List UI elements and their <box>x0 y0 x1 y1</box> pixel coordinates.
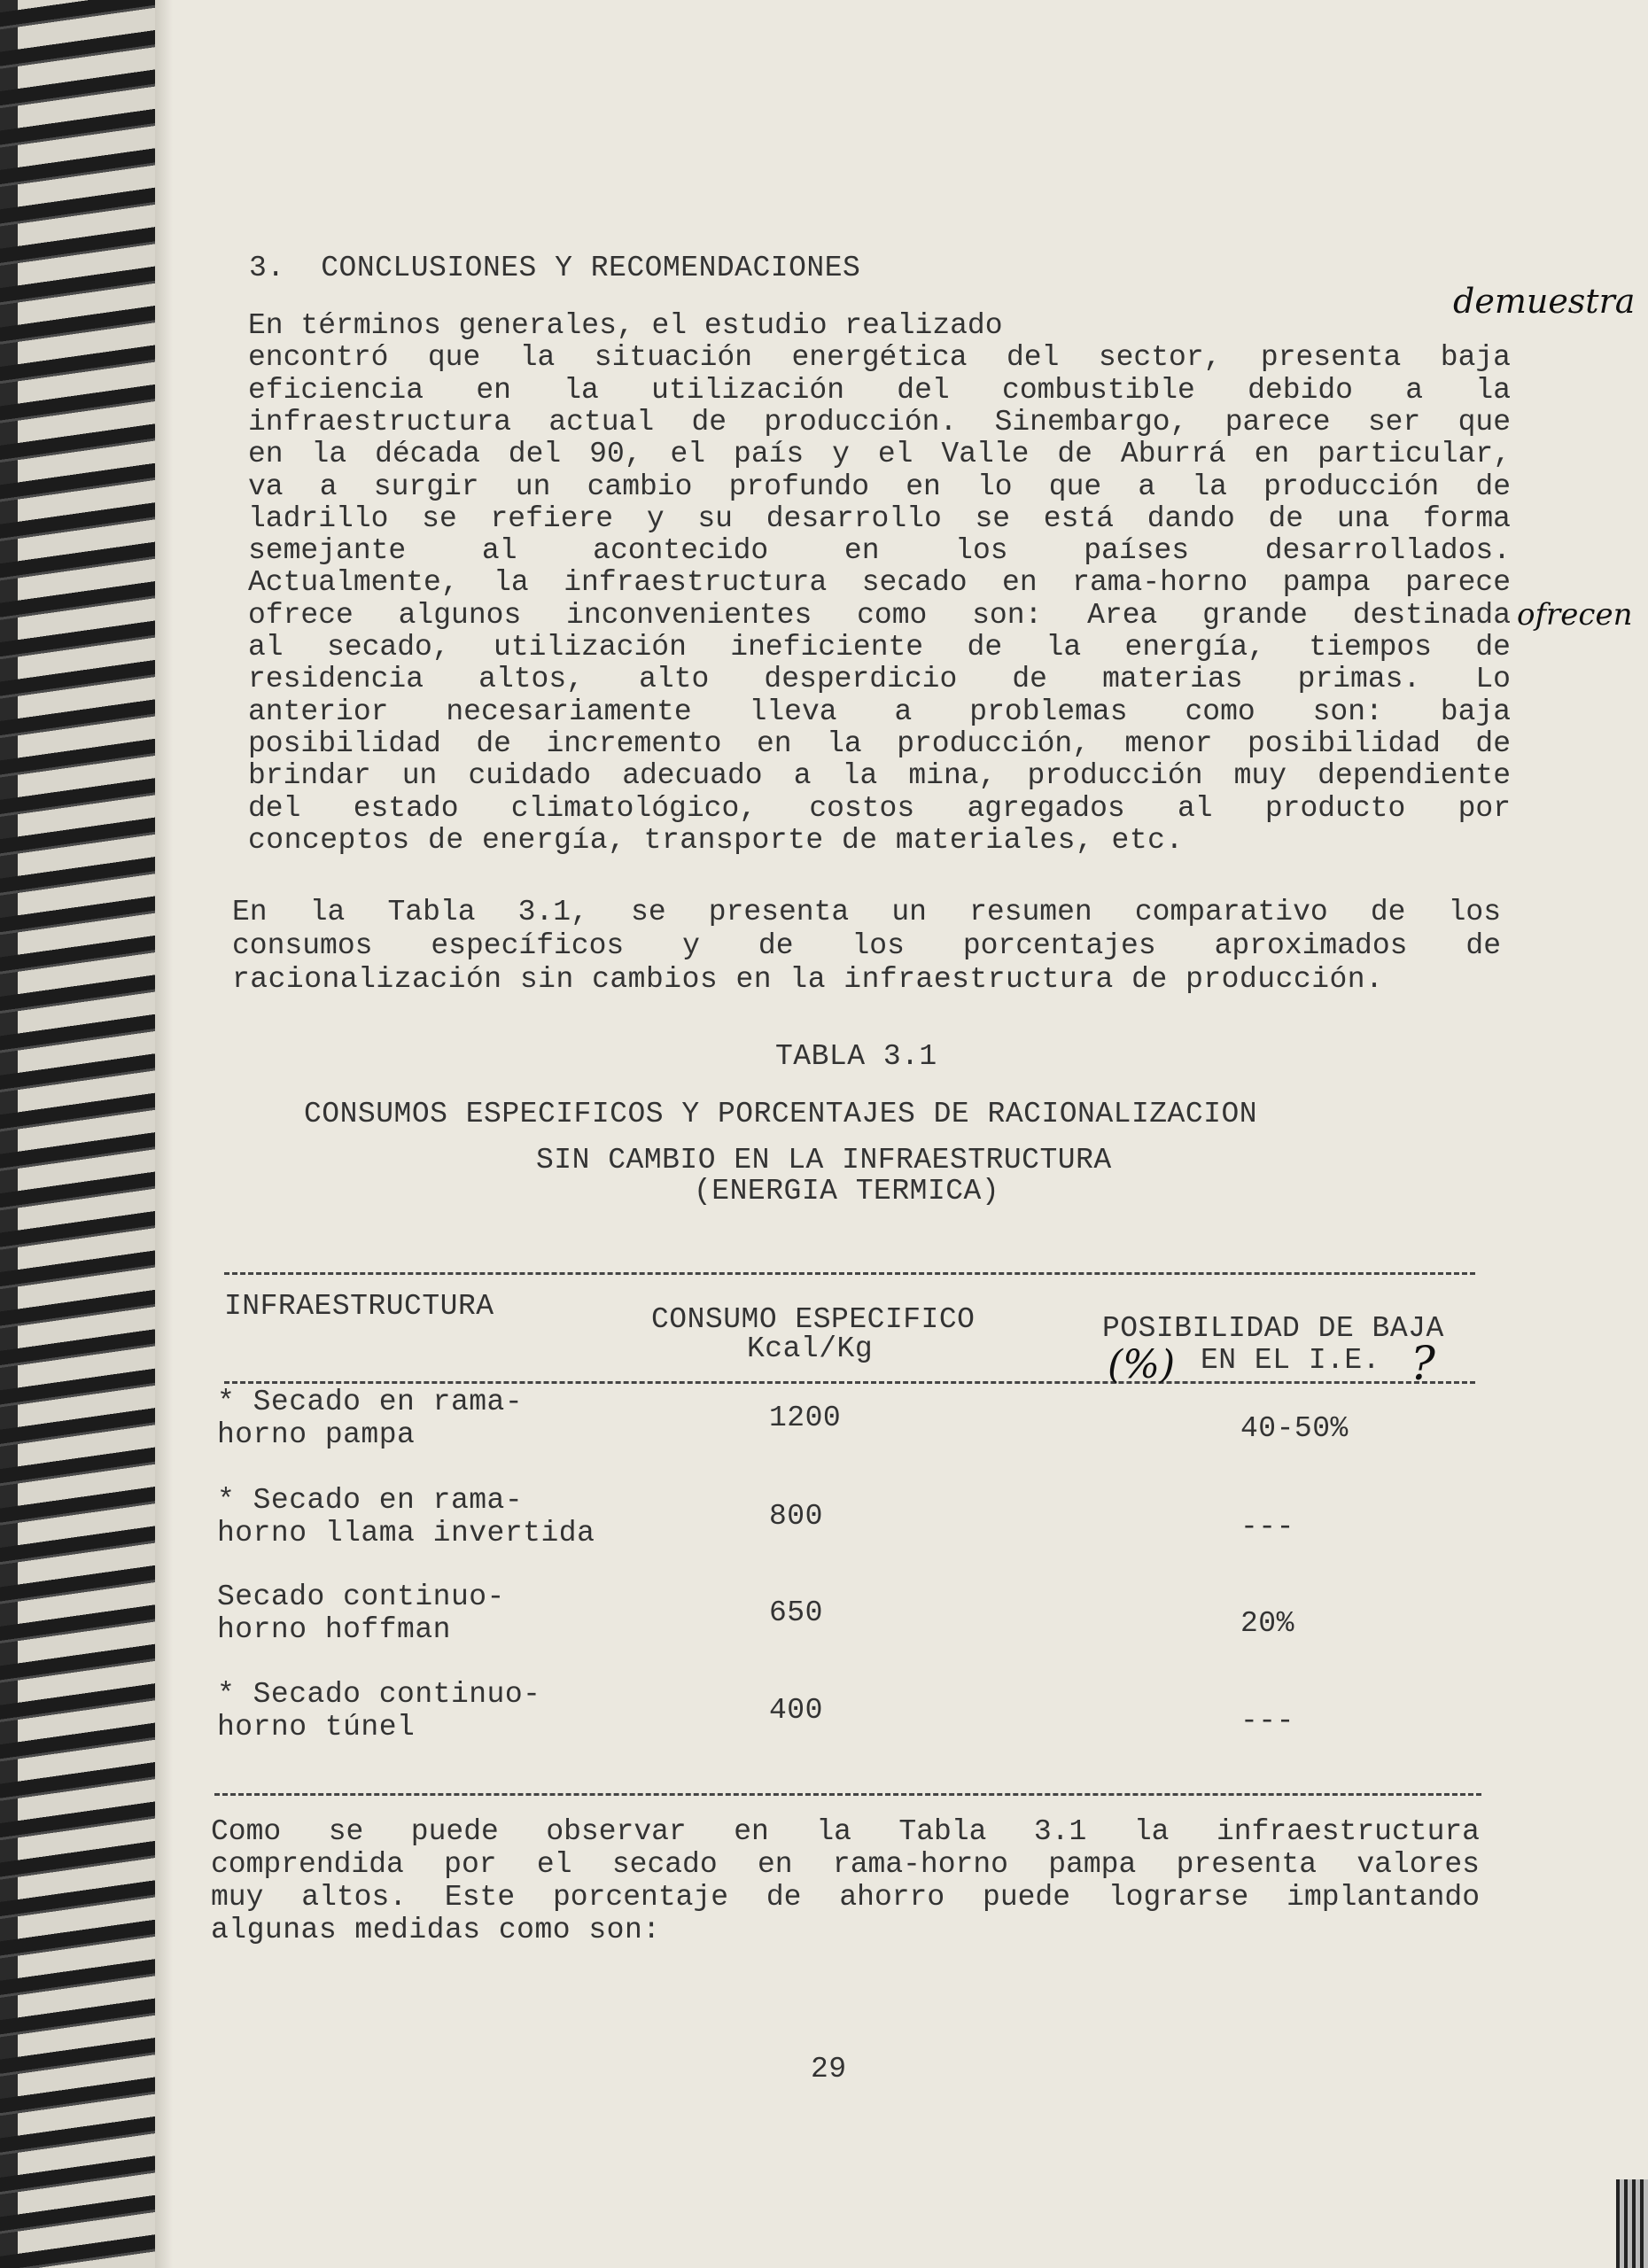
header-infraestructura: INFRAESTRUCTURA <box>224 1290 494 1323</box>
table-title-line3: (ENERGIA TERMICA) <box>694 1175 1000 1208</box>
row-posibilidad: 20% <box>1240 1607 1294 1640</box>
text-line: anterior necesariamente lleva a problemas como son: baja <box>248 695 1511 728</box>
handwritten-note-percent: (%) <box>1108 1342 1176 1387</box>
row-infraestructura-line1: * Secado en rama- <box>217 1386 524 1418</box>
row-consumo: 800 <box>769 1500 823 1533</box>
text-line: racionalización sin cambios en la infraestructura de producción. <box>232 963 1384 996</box>
text-line: posibilidad de incremento en la producción, menor posibilidad de <box>248 726 1511 760</box>
text-line: Como se puede observar en la Tabla 3.1 la infraestructura <box>211 1815 1480 1848</box>
page-number: 29 <box>811 2053 847 2085</box>
row-consumo: 400 <box>769 1694 823 1727</box>
handwritten-note-demuestra: demuestra <box>1453 282 1636 321</box>
page-edge-stack <box>1616 2179 1648 2268</box>
header-posibilidad: POSIBILIDAD DE BAJA <box>1102 1312 1444 1345</box>
text-line: consumos específicos y de los porcentajes aproximados de <box>232 929 1501 962</box>
text-line: encontró que la situación energética del sector, presenta baja <box>248 341 1511 375</box>
table-top-rule <box>224 1272 1475 1275</box>
header-consumo-unit: Kcal/Kg <box>747 1332 874 1365</box>
text-line: residencia altos, alto desperdicio de materias primas. Lo <box>248 663 1511 696</box>
header-posibilidad-sub: EN EL I.E. <box>1201 1344 1381 1377</box>
text-line: en la década del 90, el país y el Valle de Aburrá en particular, <box>248 438 1511 471</box>
row-infraestructura-line2: horno hoffman <box>217 1613 451 1646</box>
text-line: comprendida por el secado en rama-horno pampa presenta valores <box>211 1848 1480 1881</box>
row-infraestructura-line2: horno llama invertida <box>217 1517 595 1550</box>
text-line: muy altos. Este porcentaje de ahorro puede lograrse implantando <box>211 1881 1480 1914</box>
text-line: Actualmente, la infraestructura secado en rama-horno pampa parece <box>248 566 1511 600</box>
row-posibilidad: 40-50% <box>1240 1412 1349 1445</box>
text-line: ladrillo se refiere y su desarrollo se está dando de una forma <box>248 501 1511 535</box>
row-infraestructura-line1: * Secado en rama- <box>217 1484 524 1517</box>
row-infraestructura-line1: * Secado continuo- <box>217 1678 541 1711</box>
table-label: TABLA 3.1 <box>775 1040 937 1073</box>
header-consumo: CONSUMO ESPECIFICO <box>651 1303 976 1336</box>
row-posibilidad: --- <box>1240 1511 1294 1543</box>
text-line: conceptos de energía, transporte de materiales, etc. <box>248 823 1184 857</box>
row-consumo: 1200 <box>769 1402 842 1434</box>
text-line: semejante al acontecido en los países desarrollados. <box>248 534 1511 568</box>
row-posibilidad: --- <box>1240 1705 1294 1737</box>
page-shadow <box>155 0 173 2268</box>
table-title-line1: CONSUMOS ESPECIFICOS Y PORCENTAJES DE RACIONALIZACION <box>304 1098 1258 1130</box>
row-consumo: 650 <box>769 1596 823 1629</box>
text-line: ofrece algunos inconvenientes como son: Area grande destinada <box>248 598 1511 632</box>
section-heading: 3. CONCLUSIONES Y RECOMENDACIONES <box>249 252 861 284</box>
handwritten-note-question: ? <box>1411 1338 1435 1391</box>
table-header-rule <box>224 1381 1475 1384</box>
text-line: del estado climatológico, costos agregados al producto por <box>248 791 1511 825</box>
handwritten-note-ofrecen: ofrecen <box>1517 597 1633 633</box>
text-line: al secado, utilización ineficiente de la energía, tiempos de <box>248 631 1511 664</box>
text-line: va a surgir un cambio profundo en lo que a la producción de <box>248 470 1511 503</box>
text-line: En la Tabla 3.1, se presenta un resumen comparativo de los <box>232 896 1501 928</box>
text-line: brindar un cuidado adecuado a la mina, producción muy dependiente <box>248 759 1511 793</box>
table-bottom-rule <box>214 1793 1481 1796</box>
row-infraestructura-line2: horno túnel <box>217 1711 416 1744</box>
text-line: algunas medidas como son: <box>211 1914 661 1946</box>
row-infraestructura-line2: horno pampa <box>217 1418 416 1451</box>
table-title-line2: SIN CAMBIO EN LA INFRAESTRUCTURA <box>536 1144 1112 1177</box>
text-line: eficiencia en la utilización del combustible debido a la <box>248 373 1511 407</box>
spiral-binding <box>0 0 155 2268</box>
text-line: infraestructura actual de producción. Sinembargo, parece ser que <box>248 405 1511 439</box>
row-infraestructura-line1: Secado continuo- <box>217 1581 505 1613</box>
text-line: En términos generales, el estudio realizado <box>248 309 1003 342</box>
